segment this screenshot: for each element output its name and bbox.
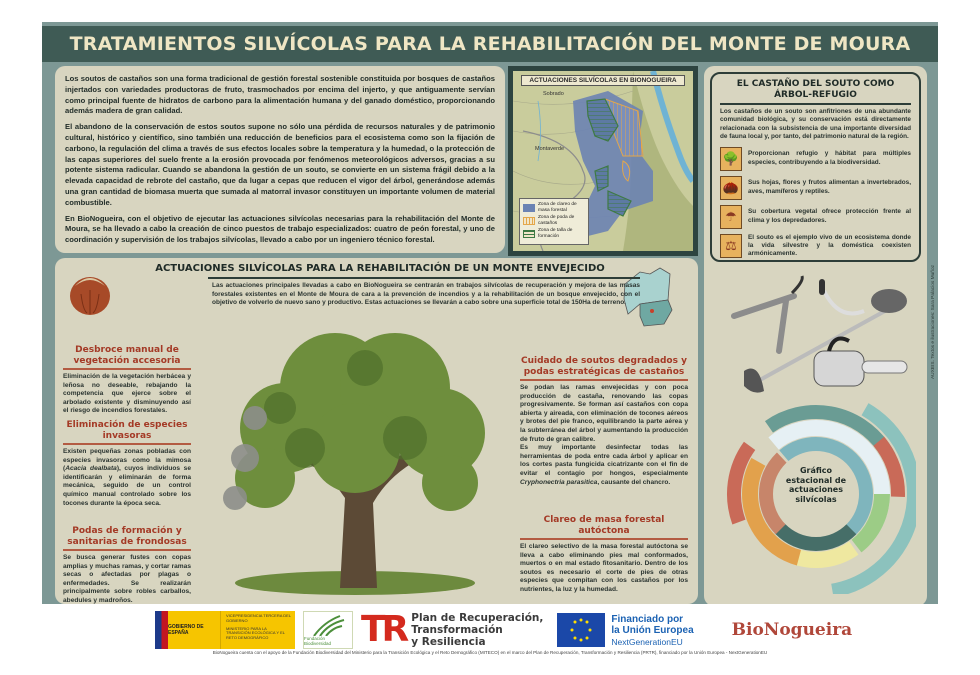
intro-paragraph-3-text: con el objetivo de ejecutar las actuaciones silvícolas necesarias para la rehabilitación del Monte de Moura, se ha llevado a cabo la creación de cinco puestos de trabajo especializados: cuatro de peón forestal, y uno de coordinación y supervisión de los trabajos silvícolas, llevado a cabo por un ingeniero técnico forestal.	[65, 213, 495, 245]
species-name: Acacia dealbata	[65, 465, 117, 473]
refugio-item-text: Su cobertura vegetal ofrece protección frente al clima y los depredadores.	[748, 208, 911, 224]
eu-logo	[557, 613, 693, 647]
tr-mark-icon: TR	[361, 609, 406, 650]
eu-strip-icon	[155, 611, 168, 649]
section-text	[63, 448, 191, 508]
section-text: Eliminación de la vegetación herbácea y leñosa no deseable, rebajando la competencia que ejerce sobre el arbolado existente y disminuyendo así el riesgo de incendios forestales.	[63, 373, 191, 415]
birds-in-tree-icon: 🌳	[720, 147, 742, 171]
map-legend	[519, 198, 589, 245]
gobierno-espana-logo	[155, 611, 295, 649]
section-text: Se podan las ramas envejecidas y con poca producción de castaña, renovando las copas progresivamente. Se forman así castaños con copa abierta y aireada, con eliminación de tocones aéreos y brotes del pie franco, equilibrando la parte aérea y la subterránea del árbol y aumentando la producción de fruto de gran calibre.	[520, 384, 688, 443]
prtr-line: Transformación	[411, 624, 503, 636]
legend-label: Zona de talla de formación	[538, 228, 573, 239]
wheel-center-line: Gráfico	[799, 466, 833, 475]
main-header	[120, 263, 640, 308]
refugio-panel	[704, 66, 927, 606]
legend-swatch-icon	[523, 217, 535, 225]
legend-item	[523, 202, 585, 213]
map-place-label: Sobrado	[543, 91, 564, 97]
refugio-lead: Los castaños de un souto son anfitriones de una abundante comunidad biológica, y su conservación está directamente relacionada con la subsistencia de una importante diversidad de fauna local y, por tanto, del patrimonio natural de la región.	[720, 108, 911, 141]
fb-label: Fundación Biodiversidad	[304, 636, 332, 646]
intro-panel	[55, 66, 505, 253]
species-name: Cryphonectria parasitica	[520, 478, 598, 486]
chainsaw-icon	[814, 339, 907, 386]
lopper-icon	[734, 276, 802, 351]
divider	[208, 277, 640, 279]
section-desbroce	[63, 345, 191, 416]
grass-icon	[310, 614, 346, 636]
poster	[42, 22, 938, 604]
prtr-line: Plan de Recuperación,	[411, 612, 544, 624]
main-panel	[55, 258, 698, 604]
prtr-line: y Resiliencia	[411, 636, 486, 648]
section-clareo	[520, 515, 688, 595]
balance-scale-icon: ⚖	[720, 234, 742, 258]
umbrella-tree-icon: ☂	[720, 205, 742, 229]
eu-flag-icon	[557, 613, 605, 647]
main-title: ACTUACIONES SILVÍCOLAS PARA LA REHABILITACIÓN DE UN MONTE ENVEJECIDO	[155, 263, 605, 274]
section-invasoras	[63, 420, 191, 508]
ministry-line: MINISTERIO PARA LA TRANSICIÓN ECOLÓGICA Y EL RETO DEMOGRÁFICO	[226, 625, 285, 641]
credit-vertical	[931, 222, 939, 422]
refugio-item-text: Sus hojas, flores y frutos alimentan a invertebrados, aves, mamíferos y reptiles.	[748, 179, 911, 195]
credit-text: AUXEIS. Textos e ilustraciones: Sara Palacios Muñoz	[931, 264, 936, 380]
section-text-part: Es muy importante desinfectar todas las herramientas de poda entre cada árbol y aplicar en los cortes pasta fungicida cicatrizante con el fin de evitar el contagio por hongos, especialmente	[520, 444, 688, 477]
section-title: Podas de formación y sanitarias de frondosas	[67, 526, 187, 547]
section-title: Eliminación de especies invasoras	[66, 420, 188, 441]
section-soutos-degradados	[520, 356, 688, 487]
sponsor-logos	[155, 611, 852, 649]
legend-item	[523, 228, 585, 239]
prtr-logo	[361, 611, 543, 649]
page-title: TRATAMIENTOS SILVÍCOLAS PARA LA REHABILITACIÓN DEL MONTE DE MOURA	[69, 33, 911, 55]
title-banner	[42, 26, 938, 62]
refugio-item	[720, 147, 911, 171]
intro-paragraph-2: El abandono de la conservación de estos soutos supone no sólo una pérdida de recursos naturales y de patrimonio cultural, histórico y científico, sino también una reducción de beneficios para el ecosistema como son la fijación de carbono, la regulación del clima a través de sus efectos locales sobre la temperatura y la humedad, o la protección de las capas superiores del suelo frente a la erosión provocada por fenómenos meteorológicos adversos, gracias a su potente sistema radicular. Cuando se abandona la gestión de un souto, se convierte en un sistema frágil debido a la elevada capacidad de rebrote del castaño, que da lugar a cepas que reducen el vigor del árbol, generándose además una gran cantidad de biomasa muerta que sumada al matorral invasor constituyen un importante volumen de material combustible.	[65, 122, 495, 207]
eu-line: Financiado por	[611, 613, 684, 625]
wheel-center-label	[766, 466, 866, 504]
ministry-label	[220, 611, 295, 649]
intro-paragraph-3	[65, 214, 495, 246]
bionogueira-logo: BioNogueira	[731, 620, 853, 640]
chestnut-tree-illustration	[205, 308, 505, 598]
chestnut-icon	[67, 266, 113, 316]
eu-line: la Unión Europea	[611, 625, 694, 636]
ministry-line: VICEPRESIDENCIA TERCERA DEL GOBIERNO	[226, 613, 291, 623]
brand-inline: En BioNogueira,	[65, 213, 125, 223]
coat-of-arms-icon	[168, 611, 220, 649]
section-podas-frondosas	[63, 526, 191, 606]
refugio-item-text: Proporcionan refugio y hábitat para múltiples especies, contribuyendo a la biodiversidad.	[748, 150, 911, 166]
fundacion-biodiversidad-logo	[303, 611, 353, 649]
intro-paragraph-1: Los soutos de castaños son una forma tradicional de gestión forestal sostenible constituida por bosques de castaños injertados con variedades productoras de fruto, trasmochados por encima del injerto, y que antiguamente servían como principal fuente de hidratos de carbono para la alimentación humana y del ganado doméstico, proporcionando además madera de gran calidad.	[65, 74, 495, 116]
forestry-tools-icon	[724, 271, 909, 401]
legend-label: Zona de poda de castaños	[538, 215, 575, 226]
map-place-label: Montaverde	[535, 146, 565, 152]
site-map	[508, 66, 698, 256]
divider	[63, 443, 191, 445]
refugio-box	[710, 72, 921, 262]
funding-note: BioNogueira cuenta con el apoyo de la Fundación Biodiversidad del Ministerio para la Transición Ecológica y el Reto Demográfico (MITECO) en el marco del Plan de Recuperación, Transformación y Resiliencia (PRTR), financiado por la Unión Europea - NextGenerationEU	[212, 650, 768, 655]
chestnut-leaves-icon: 🌰	[720, 176, 742, 200]
wheel-center-line: silvícolas	[795, 494, 837, 504]
legend-swatch-icon	[523, 230, 535, 238]
divider	[720, 103, 911, 105]
divider	[63, 549, 191, 551]
wheel-center-line: actuaciones	[789, 485, 843, 494]
legend-swatch-icon	[523, 204, 535, 212]
refugio-item-text: El souto es el ejemplo vivo de un ecosistema donde la vida silvestre y la doméstica coexisten armónicamente.	[748, 233, 911, 258]
divider	[63, 368, 191, 370]
legend-item	[523, 215, 585, 226]
section-text: Se busca generar fustes con copas amplias y muchas ramas, y cortar ramas secas o afectadas por plagas o enfermedades. Se realizarán principalmente sobre robles carballos, abedules y madroños.	[63, 554, 191, 604]
section-text-part: ), cuyos individuos se identificarán y eliminarán de forma mecánica, seguido de un control químico manual controlado sobre los tocones durante la época seca.	[63, 465, 191, 507]
map-title: ACTUACIONES SILVÍCOLAS EN BIONOGUEIRA	[521, 75, 685, 86]
map-canvas	[513, 71, 693, 251]
divider	[520, 379, 688, 381]
wheel-center-line: estacional de	[785, 475, 847, 485]
legend-label: Zona de clareo de masa forestal	[538, 202, 577, 213]
section-text	[520, 444, 688, 487]
refugio-item	[720, 205, 911, 229]
footer	[0, 604, 980, 675]
section-title: Cuidado de soutos degradados y podas estratégicas de castaños	[521, 356, 687, 377]
gov-label: GOBIERNO DE ESPAÑA	[168, 624, 204, 636]
section-text-part: Existen pequeñas zonas pobladas con especies invasoras como la mimosa (	[63, 448, 191, 473]
section-text-part: , causante del chancro.	[597, 478, 671, 486]
main-lead: Las actuaciones principales llevadas a cabo en BioNogueira se centrarán en trabajos silvícolas de recuperación y mejora de las masas forestales existentes en el Monte de Moura de cara a la prevención de incendios y a la rehabilitación de un bosque envejecido, con el objetivo de volverlo de nuevo sano y productivo. Estas actuaciones se llevarán a cabo sobre una superficie total de 150Ha de terreno.	[212, 282, 640, 306]
refugio-item	[720, 234, 911, 259]
section-title: Clareo de masa forestal autóctona	[543, 515, 665, 536]
divider	[520, 538, 688, 540]
section-title: Desbroce manual de vegetación accesoria	[73, 345, 181, 366]
refugio-title: EL CASTAÑO DEL SOUTO COMO ÁRBOL-REFUGIO	[736, 79, 895, 100]
eu-line: NextGenerationEU	[611, 636, 683, 647]
refugio-item	[720, 176, 911, 200]
section-text: El clareo selectivo de la masa forestal autóctona se lleva a cabo eliminando pies mal conformados, muertos o en mal estado fitosanitario. Dentro de los soutos es necesario el corte de pies de otras especies que compitan con los castaños por los nutrientes, la luz y la humedad.	[520, 543, 688, 593]
